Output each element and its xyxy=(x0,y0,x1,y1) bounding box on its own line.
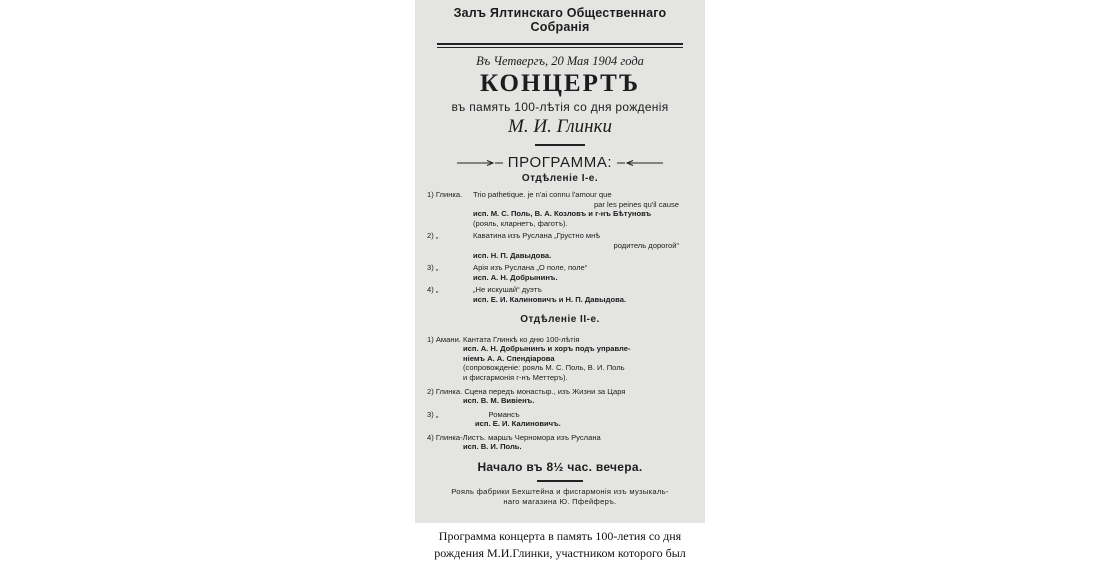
item-performers: исп. Е. И. Калиновичъ. xyxy=(475,419,561,429)
item-note: (рояль, кларнетъ, фаготъ). xyxy=(473,218,568,228)
list-item xyxy=(427,335,693,383)
item-number: 3) „ xyxy=(427,409,439,419)
composer-name: М. И. Глинки xyxy=(508,116,612,137)
item-performers: исп. М. С. Поль, В. А. Козловъ и г-нъ Бѣтуновъ xyxy=(473,209,652,219)
image-caption xyxy=(0,528,1120,562)
list-item xyxy=(427,387,693,406)
item-performers: исп. Е. И. Калиновичъ и Н. П. Давыдова. xyxy=(473,294,627,304)
short-rule xyxy=(535,144,585,146)
concert-programme-poster xyxy=(415,0,705,523)
item-title: Каватина изъ Руслана „Грустно мнѣ xyxy=(473,231,600,241)
item-number: 1) Амани. xyxy=(427,334,461,344)
poster-footer xyxy=(427,487,693,507)
item-performers: исп. В. И. Поль. xyxy=(463,442,522,452)
list-item xyxy=(427,410,693,429)
programme-heading xyxy=(427,154,693,171)
item-performers: исп. В. М. Вивіенъ. xyxy=(463,396,535,406)
programme-title: ПРОГРАММА: xyxy=(507,154,613,171)
item-number: 3) „ xyxy=(427,263,439,273)
item-title: „Не искушай“ дуэтъ xyxy=(473,285,542,295)
item-performers-cont: ніемъ А. А. Спендіарова xyxy=(463,353,555,363)
item-title: Романсъ xyxy=(488,409,520,419)
part2-title: Отдѣленіе II-е. xyxy=(520,313,600,325)
item-number: 4) „ xyxy=(427,285,439,295)
list-item xyxy=(427,285,693,304)
footer-line: наго магазина Ю. Пфейферъ. xyxy=(503,496,617,506)
item-title: маршъ Черномора изъ Руслана xyxy=(488,432,601,442)
item-number: 2) „ xyxy=(427,231,439,241)
footer-line: Рояль фабрики Бехштейна и фисгармонія изъ музыкаль- xyxy=(451,486,669,496)
double-rule xyxy=(437,43,683,48)
item-note-cont: и фисгармонія г-нъ Меттеръ). xyxy=(463,372,568,382)
item-number: 2) Глинка. xyxy=(427,386,463,396)
part1-list xyxy=(427,190,693,305)
caption-line: рождения М.И.Глинки, участником которого был xyxy=(434,546,686,560)
part1-title: Отдѣленіе I-е. xyxy=(521,173,599,184)
item-title-cont: par les peines qu'il cause xyxy=(593,199,679,209)
start-time: Начало въ 8½ час. вечера. xyxy=(477,460,643,475)
caption-line: Программа концерта в память 100-летия со дня xyxy=(438,529,682,543)
item-number: 4) Глинка-Листъ. xyxy=(427,432,487,442)
item-note: (сопровожденіе: рояль М. С. Поль, В. И. Поль xyxy=(463,363,625,373)
item-title-cont: родитель дорогой“ xyxy=(613,240,679,250)
item-title: Trio pathetique. je n'ai connu l'amour que xyxy=(473,190,612,199)
item-performers: исп. Н. П. Давыдова. xyxy=(473,250,552,260)
concert-date: Въ Четвергъ, 20 Мая 1904 года xyxy=(476,54,644,68)
list-item xyxy=(427,190,693,228)
part2-list xyxy=(427,335,693,453)
item-performers: исп. А. Н. Добрынинъ и хоръ подъ управле- xyxy=(463,344,631,354)
list-item xyxy=(427,263,693,282)
item-title: Сцена передъ монастыр., изъ Жизни за Царя xyxy=(464,386,626,396)
item-number: 1) Глинка. xyxy=(427,190,463,199)
hall-name: Залъ Ялтинскаго Общественнаго Собранія xyxy=(453,6,667,34)
item-performers: исп. А. Н. Добрынинъ. xyxy=(473,272,558,282)
ornament-right-icon xyxy=(617,160,663,166)
item-title: Кантата Глинкѣ ко дню 100-лѣтія xyxy=(463,334,580,344)
short-rule-bottom xyxy=(537,480,583,482)
ornament-left-icon xyxy=(457,160,503,166)
item-title: Арія изъ Руслана „О поле, поле“ xyxy=(473,263,588,273)
concert-title: КОНЦЕРТЪ xyxy=(480,70,640,97)
memory-line: въ память 100-лѣтія со дня рожденія xyxy=(451,100,669,114)
list-item xyxy=(427,433,693,452)
list-item xyxy=(427,231,693,260)
